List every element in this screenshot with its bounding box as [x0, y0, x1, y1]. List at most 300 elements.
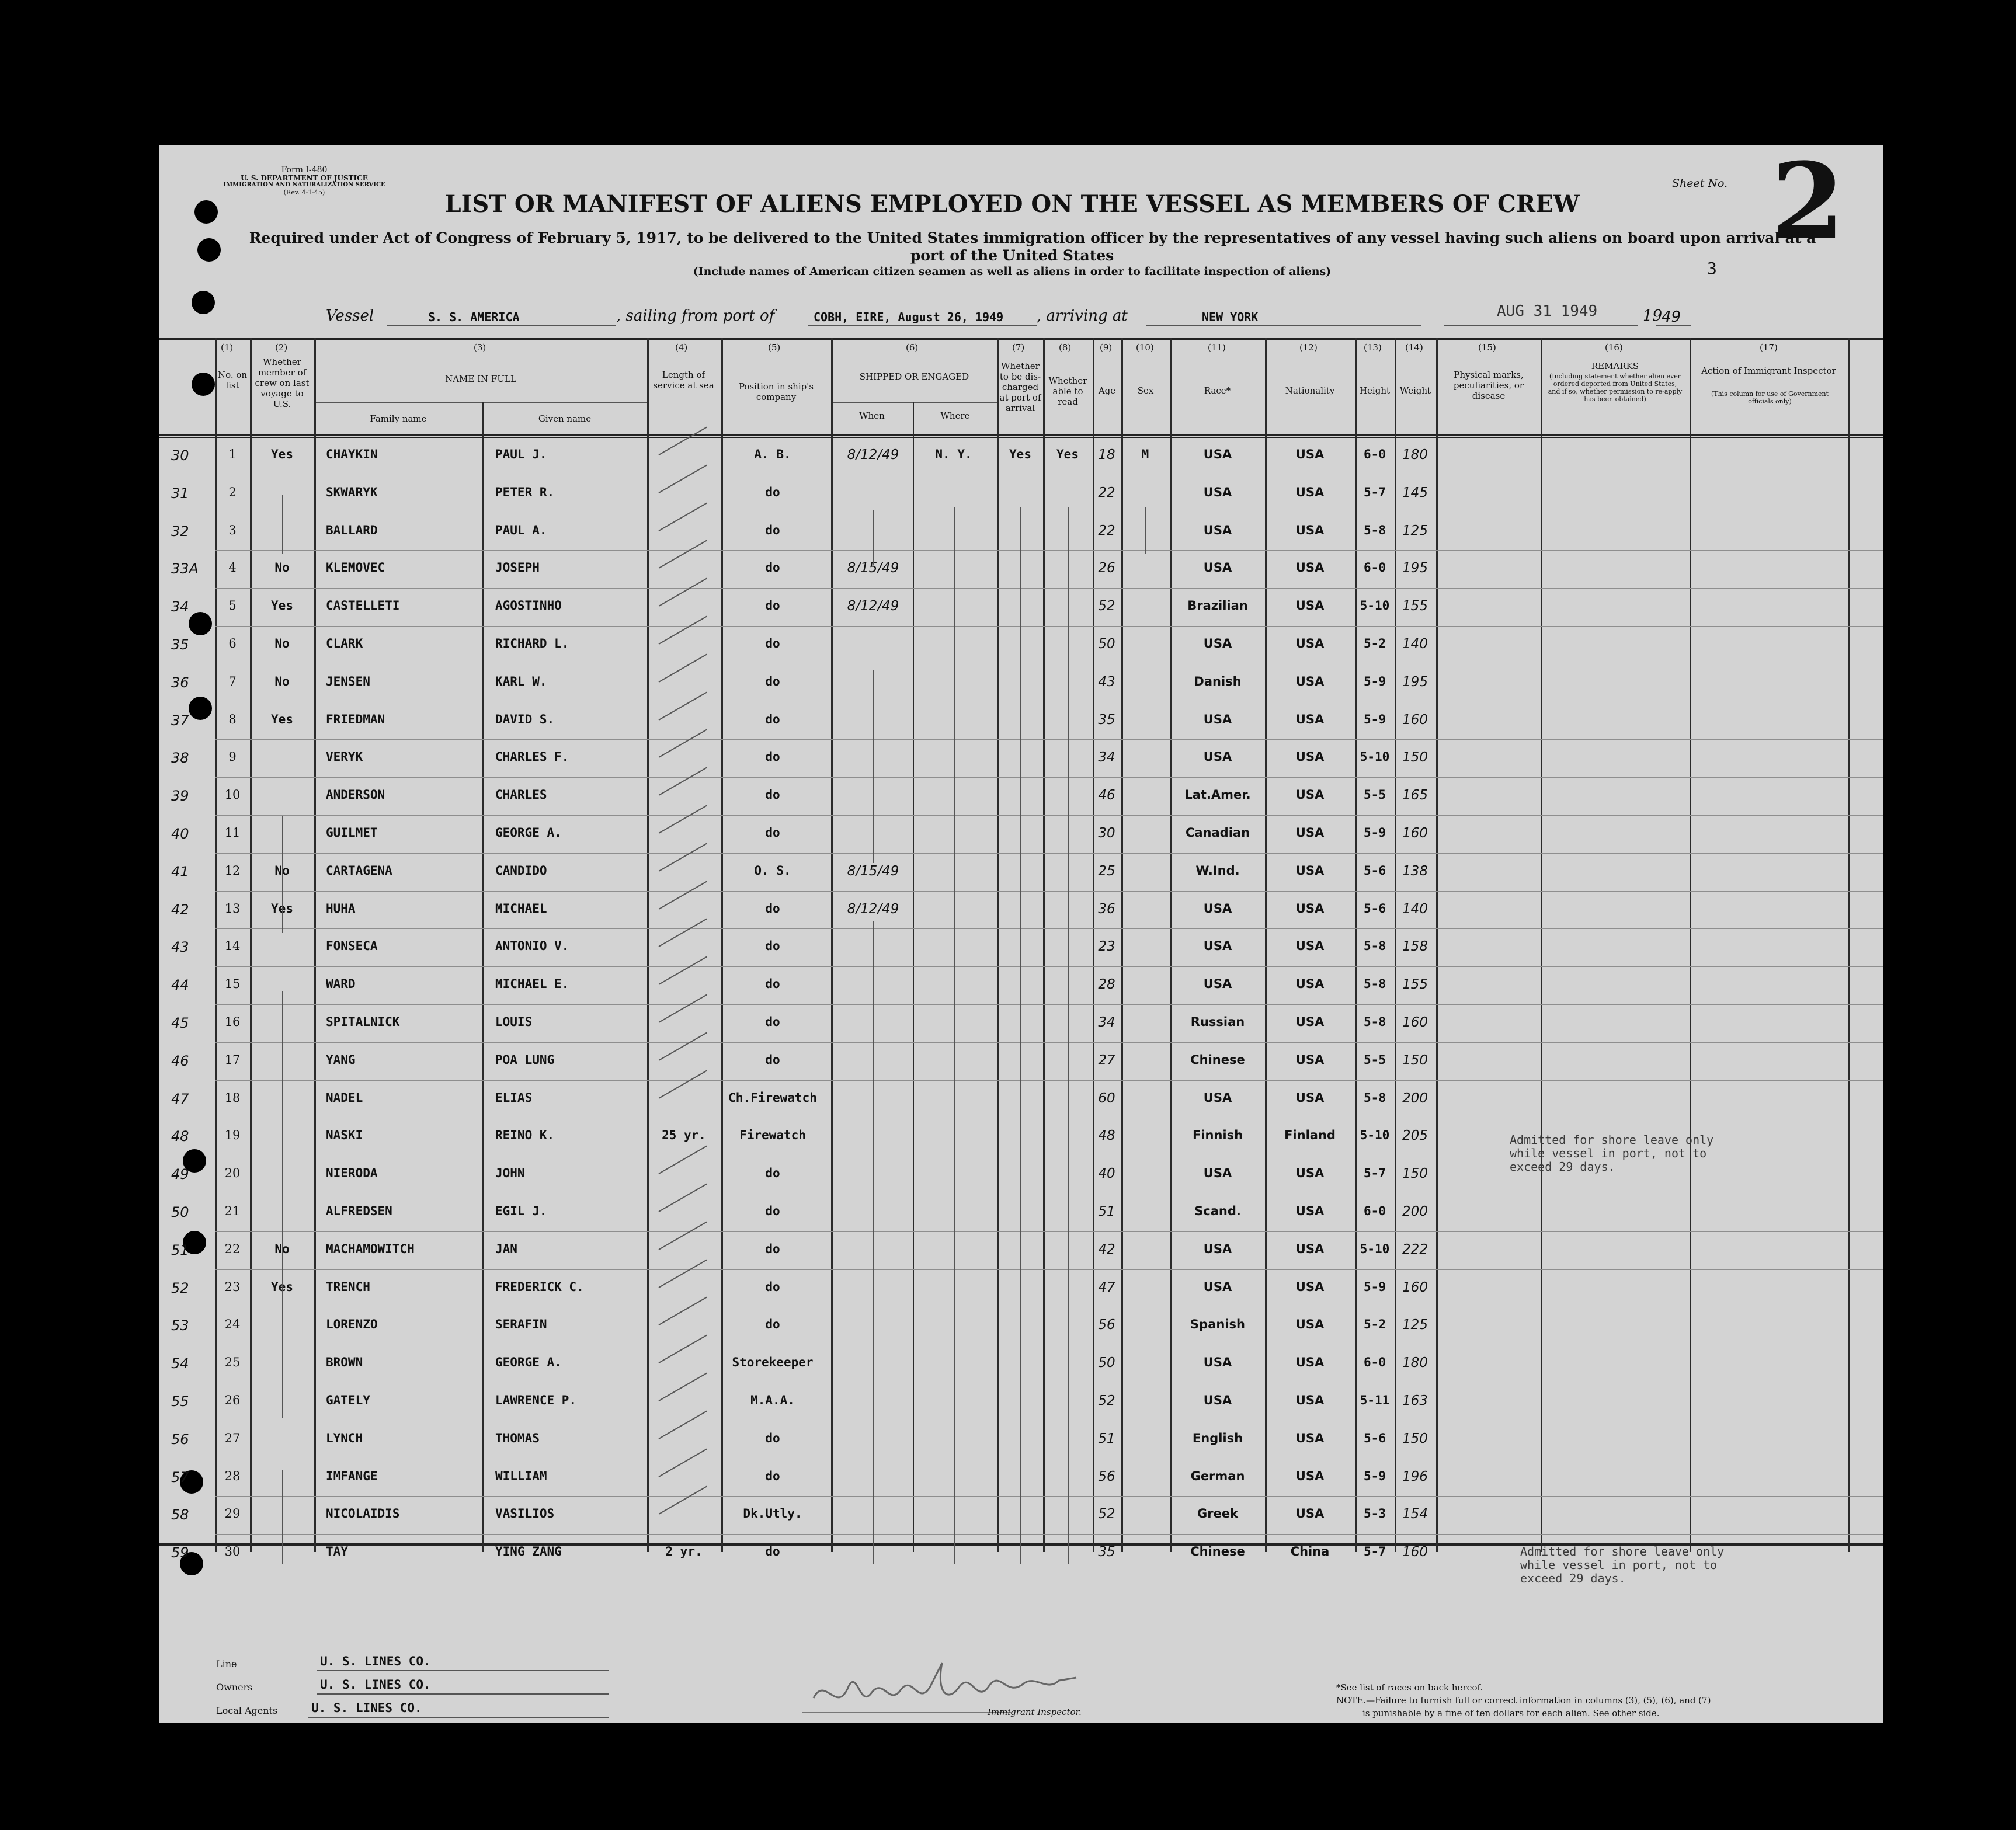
row-given-name: CANDIDO — [495, 864, 547, 878]
table-row — [159, 1345, 1883, 1382]
row-height: 5-8 — [1364, 977, 1386, 991]
ditto-stroke — [282, 816, 283, 933]
col-header-physical-marks: Physical marks, peculiarities, or disease — [1453, 370, 1524, 401]
row-weight: 200 — [1402, 1204, 1428, 1219]
row-position: Ch.Firewatch — [728, 1091, 817, 1105]
row-number: 14 — [224, 939, 241, 953]
row-age: 28 — [1098, 977, 1115, 992]
ditto-stroke — [282, 495, 283, 554]
row-height: 5-10 — [1360, 1242, 1390, 1256]
row-margin-number: 41 — [171, 864, 189, 880]
row-family-name: JENSEN — [326, 674, 370, 688]
row-given-name: ELIAS — [495, 1091, 533, 1105]
col-num: (2) — [275, 342, 288, 353]
table-row — [159, 513, 1883, 550]
table-row — [159, 815, 1883, 853]
row-height: 5-6 — [1364, 864, 1386, 878]
col-header-race: Race* — [1204, 385, 1231, 396]
row-height: 6-0 — [1364, 447, 1386, 461]
ditto-stroke — [873, 510, 874, 565]
row-weight: 150 — [1402, 1166, 1428, 1181]
row-margin-number: 37 — [171, 712, 189, 729]
row-race: USA — [1203, 1166, 1232, 1180]
row-weight: 138 — [1402, 864, 1428, 879]
col-header-able-to-read: Whether able to read — [1048, 375, 1087, 407]
owners-label: Owners — [216, 1682, 253, 1693]
row-age: 25 — [1098, 864, 1115, 879]
row-height: 5-11 — [1360, 1393, 1390, 1407]
row-prev-voyage: Yes — [271, 447, 293, 461]
row-number: 7 — [228, 674, 237, 688]
row-number: 17 — [224, 1053, 241, 1067]
row-height: 5-9 — [1364, 674, 1386, 688]
row-number: 6 — [228, 636, 237, 650]
row-race: USA — [1203, 977, 1232, 991]
row-race: USA — [1203, 939, 1232, 953]
row-given-name: DAVID S. — [495, 712, 555, 726]
row-number: 10 — [224, 788, 241, 802]
row-race: Greek — [1197, 1507, 1239, 1521]
row-weight: 160 — [1402, 712, 1428, 728]
row-weight: 196 — [1402, 1469, 1428, 1484]
date-stamp: AUG 31 1949 — [1497, 302, 1598, 320]
table-row — [159, 1042, 1883, 1080]
table-row — [159, 1080, 1883, 1118]
row-family-name: YANG — [326, 1053, 356, 1067]
row-age: 27 — [1098, 1053, 1115, 1068]
col-num: (5) — [768, 342, 781, 353]
name-subheader-rule — [314, 402, 647, 403]
row-position: do — [765, 902, 780, 916]
row-height: 5-5 — [1364, 1053, 1386, 1067]
row-family-name: CHAYKIN — [326, 447, 378, 461]
row-nationality: USA — [1295, 712, 1325, 726]
row-race: Chinese — [1190, 1053, 1245, 1067]
col-num: (6) — [906, 342, 919, 353]
row-number: 13 — [224, 902, 241, 916]
row-nationality: USA — [1295, 674, 1325, 688]
row-given-name: JAN — [495, 1242, 517, 1256]
row-nationality: USA — [1295, 447, 1325, 461]
sheet-no-label: Sheet No. — [1672, 177, 1728, 190]
form-revision: (Rev. 4-1-45) — [283, 189, 325, 196]
row-race: Finnish — [1192, 1128, 1243, 1142]
ditto-stroke — [1020, 507, 1021, 1564]
row-weight: 154 — [1402, 1507, 1428, 1522]
row-shipped-when: 8/12/49 — [847, 599, 899, 614]
row-given-name: GEORGE A. — [495, 1355, 562, 1369]
row-weight: 140 — [1402, 902, 1428, 917]
row-weight: 150 — [1402, 1431, 1428, 1446]
row-race: USA — [1203, 561, 1232, 575]
row-given-name: YING ZANG — [495, 1544, 562, 1558]
row-age: 43 — [1098, 674, 1115, 690]
row-nationality: USA — [1295, 1242, 1325, 1256]
table-row — [159, 1459, 1883, 1496]
row-weight: 158 — [1402, 939, 1428, 954]
row-nationality: USA — [1295, 1166, 1325, 1180]
row-height: 5-6 — [1364, 902, 1386, 916]
row-weight: 125 — [1402, 523, 1428, 538]
row-family-name: TAY — [326, 1544, 348, 1558]
row-age: 56 — [1098, 1317, 1115, 1333]
row-race: USA — [1203, 1091, 1232, 1105]
row-weight: 165 — [1402, 788, 1428, 803]
row-height: 5-5 — [1364, 788, 1386, 802]
row-given-name: THOMAS — [495, 1431, 540, 1445]
row-nationality: USA — [1295, 1053, 1325, 1067]
row-weight: 145 — [1402, 485, 1428, 500]
row-given-name: POA LUNG — [495, 1053, 555, 1067]
row-family-name: CASTELLETI — [326, 599, 400, 613]
row-age: 26 — [1098, 561, 1115, 576]
row-age: 30 — [1098, 826, 1115, 841]
row-age: 22 — [1098, 523, 1115, 538]
table-row — [159, 475, 1883, 512]
row-race: English — [1192, 1431, 1243, 1445]
manifest-subtitle-2: port of the United States — [910, 247, 1114, 264]
table-row — [159, 1383, 1883, 1420]
side-mark: 3 — [1707, 259, 1717, 278]
vessel-underline — [387, 325, 616, 326]
row-margin-number: 49 — [171, 1166, 189, 1182]
row-weight: 180 — [1402, 447, 1428, 462]
row-margin-number: 48 — [171, 1128, 189, 1144]
row-height: 6-0 — [1364, 561, 1386, 575]
row-height: 5-8 — [1364, 523, 1386, 537]
row-given-name: MICHAEL E. — [495, 977, 569, 991]
row-prev-voyage: No — [274, 561, 290, 575]
col-header-no-on-list: No. on list — [217, 370, 248, 391]
row-given-name: AGOSTINHO — [495, 599, 562, 613]
row-position: do — [765, 561, 780, 575]
col-header-weight: Weight — [1399, 385, 1431, 396]
row-number: 24 — [224, 1317, 241, 1331]
row-family-name: HUHA — [326, 902, 356, 916]
row-number: 3 — [228, 523, 237, 537]
row-family-name: KLEMOVEC — [326, 561, 385, 575]
row-prev-voyage: No — [274, 864, 290, 878]
row-family-name: CARTAGENA — [326, 864, 392, 878]
col-num: (14) — [1405, 342, 1423, 353]
row-prev-voyage: No — [274, 674, 290, 688]
ditto-stroke — [873, 670, 874, 863]
row-number: 4 — [228, 561, 237, 575]
row-position: do — [765, 1469, 780, 1483]
row-age: 46 — [1098, 788, 1115, 803]
row-given-name: LOUIS — [495, 1015, 533, 1029]
table-top-rule — [159, 338, 1883, 340]
row-prev-voyage: Yes — [271, 1280, 293, 1294]
row-height: 5-7 — [1364, 485, 1386, 499]
year-prefix: 19 — [1643, 307, 1663, 325]
row-margin-number: 55 — [171, 1393, 189, 1410]
col-num: (8) — [1059, 342, 1072, 353]
row-height: 5-10 — [1360, 599, 1390, 613]
row-family-name: FONSECA — [326, 939, 378, 953]
table-row — [159, 928, 1883, 966]
col-header-nationality: Nationality — [1285, 385, 1335, 396]
row-nationality: USA — [1295, 1355, 1325, 1369]
table-row — [159, 550, 1883, 587]
row-race: Scand. — [1194, 1204, 1241, 1218]
punch-hole — [192, 291, 215, 314]
row-height: 5-9 — [1364, 1280, 1386, 1294]
row-margin-number: 44 — [171, 977, 189, 993]
row-family-name: GATELY — [326, 1393, 370, 1407]
row-family-name: WARD — [326, 977, 356, 991]
row-height: 5-8 — [1364, 1015, 1386, 1029]
row-family-name: IMFANGE — [326, 1469, 378, 1483]
row-nationality: USA — [1295, 1393, 1325, 1407]
row-shipped-when: 8/15/49 — [847, 561, 899, 576]
row-number: 19 — [224, 1128, 241, 1142]
row-prev-voyage: Yes — [271, 902, 293, 916]
table-row — [159, 777, 1883, 815]
row-number: 28 — [224, 1469, 241, 1483]
shipped-subheader-rule — [831, 402, 997, 403]
remark-shore-leave: Admitted for shore leave only while vessel in port, not to exceed 29 days. — [1520, 1544, 1725, 1585]
sheet-number: 2 — [1771, 145, 1845, 263]
col-header-length-of-service: Length of service at sea — [653, 370, 714, 391]
row-nationality: USA — [1295, 1280, 1325, 1294]
row-family-name: LORENZO — [326, 1317, 378, 1331]
row-age: 40 — [1098, 1166, 1115, 1181]
row-nationality: China — [1290, 1544, 1330, 1558]
row-nationality: USA — [1295, 636, 1325, 650]
row-given-name: MICHAEL — [495, 902, 547, 916]
owners-value: U. S. LINES CO. — [320, 1678, 431, 1692]
row-margin-number: 34 — [171, 599, 189, 615]
row-given-name: KARL W. — [495, 674, 547, 688]
row-margin-number: 54 — [171, 1355, 189, 1372]
row-nationality: USA — [1295, 599, 1325, 613]
col-num: (1) — [221, 342, 234, 353]
header-bottom-rule — [159, 434, 1883, 436]
row-height: 5-10 — [1360, 1128, 1390, 1142]
row-margin-number: 40 — [171, 826, 189, 842]
row-height: 5-9 — [1364, 1469, 1386, 1483]
row-nationality: USA — [1295, 977, 1325, 991]
row-race: German — [1190, 1469, 1245, 1483]
row-race: USA — [1203, 712, 1232, 726]
row-race: USA — [1203, 750, 1232, 764]
row-race: USA — [1203, 636, 1232, 650]
row-age: 23 — [1098, 939, 1115, 954]
row-family-name: NIERODA — [326, 1166, 378, 1180]
row-family-name: CLARK — [326, 636, 363, 650]
col-header-inspector-note: (This column for use of Government officials only) — [1711, 390, 1829, 405]
row-weight: 140 — [1402, 636, 1428, 652]
row-weight: 163 — [1402, 1393, 1428, 1408]
row-margin-number: 36 — [171, 674, 189, 691]
manifest-sheet — [159, 145, 1883, 1723]
row-position: do — [765, 1053, 780, 1067]
port-from: COBH, EIRE, August 26, 1949 — [814, 310, 1004, 324]
row-race: Russian — [1190, 1015, 1245, 1029]
remark-shore-leave: Admitted for shore leave only while vessel in port, not to exceed 29 days. — [1510, 1133, 1714, 1174]
port-from-underline — [808, 325, 1037, 326]
row-sex: M — [1141, 447, 1149, 461]
row-nationality: USA — [1295, 1507, 1325, 1521]
row-number: 27 — [224, 1431, 241, 1445]
row-nationality: USA — [1295, 1204, 1325, 1218]
row-race: USA — [1203, 1355, 1232, 1369]
row-number: 25 — [224, 1355, 241, 1369]
row-weight: 205 — [1402, 1128, 1428, 1143]
row-age: 51 — [1098, 1431, 1115, 1446]
row-weight: 125 — [1402, 1317, 1428, 1333]
row-position: do — [765, 1015, 780, 1029]
table-row — [159, 1421, 1883, 1458]
vessel-name: S. S. AMERICA — [428, 310, 520, 324]
year-underline — [1656, 325, 1691, 326]
row-weight: 200 — [1402, 1091, 1428, 1106]
row-nationality: USA — [1295, 788, 1325, 802]
row-age: 35 — [1098, 1544, 1115, 1560]
row-position: do — [765, 599, 780, 613]
row-position: do — [765, 1544, 780, 1558]
col-header-age: Age — [1098, 385, 1116, 396]
row-given-name: PAUL A. — [495, 523, 547, 537]
port-to: NEW YORK — [1202, 310, 1259, 324]
owners-underline — [317, 1693, 609, 1695]
row-age: 60 — [1098, 1091, 1115, 1106]
table-row — [159, 1194, 1883, 1231]
row-age: 47 — [1098, 1280, 1115, 1295]
row-given-name: SERAFIN — [495, 1317, 547, 1331]
row-margin-number: 59 — [171, 1544, 189, 1561]
row-family-name: MACHAMOWITCH — [326, 1242, 415, 1256]
col-num: (3) — [474, 342, 486, 353]
row-position: do — [765, 977, 780, 991]
row-family-name: ALFREDSEN — [326, 1204, 392, 1218]
row-given-name: ANTONIO V. — [495, 939, 569, 953]
row-position: do — [765, 939, 780, 953]
inspector-label: Immigrant Inspector. — [988, 1707, 1082, 1717]
table-row — [159, 1004, 1883, 1042]
date-underline — [1444, 325, 1638, 326]
row-given-name: CHARLES F. — [495, 750, 569, 764]
row-number: 23 — [224, 1280, 241, 1294]
row-race: USA — [1203, 902, 1232, 916]
row-margin-number: 52 — [171, 1280, 189, 1296]
row-number: 26 — [224, 1393, 241, 1407]
agents-label: Local Agents — [216, 1705, 278, 1716]
row-family-name: NADEL — [326, 1091, 363, 1105]
col-header-sex: Sex — [1137, 385, 1154, 396]
row-race: Lat.Amer. — [1184, 788, 1251, 802]
row-given-name: WILLIAM — [495, 1469, 547, 1483]
row-number: 12 — [224, 864, 241, 878]
row-family-name: ANDERSON — [326, 788, 385, 802]
row-height: 6-0 — [1364, 1355, 1386, 1369]
row-weight: 160 — [1402, 1544, 1428, 1560]
row-nationality: USA — [1295, 1015, 1325, 1029]
row-given-name: REINO K. — [495, 1128, 555, 1142]
ditto-stroke — [873, 921, 874, 1564]
col-header-prev-voyage: Whether member of crew on last voyage to U.S. — [255, 357, 310, 409]
col-num: (11) — [1208, 342, 1226, 353]
row-family-name: FRIEDMAN — [326, 712, 385, 726]
row-margin-number: 38 — [171, 750, 189, 766]
row-age: 50 — [1098, 636, 1115, 652]
table-row — [159, 1231, 1883, 1269]
row-height: 5-10 — [1360, 750, 1390, 764]
punch-hole — [197, 238, 221, 262]
year: 49 — [1662, 308, 1681, 326]
ditto-stroke — [282, 1470, 283, 1564]
row-race: Danish — [1194, 674, 1242, 688]
manifest-title: LIST OR MANIFEST OF ALIENS EMPLOYED ON THE VESSEL AS MEMBERS OF CREW — [444, 190, 1580, 218]
col-num: (4) — [675, 342, 688, 353]
row-given-name: JOHN — [495, 1166, 525, 1180]
row-given-name: GEORGE A. — [495, 826, 562, 840]
row-margin-number: 30 — [171, 447, 189, 464]
row-number: 11 — [224, 826, 241, 840]
row-race: Brazilian — [1187, 599, 1248, 613]
row-number: 15 — [224, 977, 241, 991]
row-height: 5-2 — [1364, 1317, 1386, 1331]
col-header-discharged: Whether to be dis-charged at port of arrival — [999, 361, 1041, 413]
row-number: 2 — [228, 485, 237, 499]
row-shipped-where: N. Y. — [935, 447, 972, 461]
row-able-to-read: Yes — [1056, 447, 1079, 461]
col-num: (13) — [1364, 342, 1382, 353]
row-age: 42 — [1098, 1242, 1115, 1257]
ditto-stroke — [282, 991, 283, 1418]
department: U. S. DEPARTMENT OF JUSTICE — [241, 174, 368, 182]
row-race: USA — [1203, 447, 1232, 461]
ditto-stroke — [1145, 507, 1146, 554]
row-position: do — [765, 826, 780, 840]
table-row — [159, 739, 1883, 777]
col-header-name: NAME IN FULL — [445, 374, 516, 384]
row-given-name: RICHARD L. — [495, 636, 569, 650]
row-nationality: USA — [1295, 523, 1325, 537]
row-position: do — [765, 1242, 780, 1256]
col-header-height: Height — [1359, 385, 1391, 396]
row-age: 35 — [1098, 712, 1115, 728]
row-height: 5-7 — [1364, 1544, 1386, 1558]
row-number: 20 — [224, 1166, 241, 1180]
row-weight: 160 — [1402, 826, 1428, 841]
table-row — [159, 891, 1883, 928]
row-number: 22 — [224, 1242, 241, 1256]
row-family-name: TRENCH — [326, 1280, 370, 1294]
col-num: (9) — [1100, 342, 1113, 353]
row-number: 29 — [224, 1507, 241, 1521]
row-height: 5-6 — [1364, 1431, 1386, 1445]
row-given-name: EGIL J. — [495, 1204, 547, 1218]
table-row — [159, 1307, 1883, 1344]
row-nationality: USA — [1295, 1431, 1325, 1445]
row-family-name: BALLARD — [326, 523, 378, 537]
row-family-name: SKWARYK — [326, 485, 378, 499]
row-nationality: USA — [1295, 485, 1325, 499]
row-margin-number: 56 — [171, 1431, 189, 1448]
row-weight: 160 — [1402, 1280, 1428, 1295]
row-given-name: PAUL J. — [495, 447, 547, 461]
row-shipped-when: 8/12/49 — [847, 902, 899, 917]
row-age: 51 — [1098, 1204, 1115, 1219]
table-row — [159, 1496, 1883, 1533]
row-given-name: LAWRENCE P. — [495, 1393, 577, 1407]
col-num: (10) — [1136, 342, 1154, 353]
row-weight: 160 — [1402, 1015, 1428, 1030]
punch-hole — [192, 373, 215, 396]
row-race: Canadian — [1185, 826, 1250, 840]
